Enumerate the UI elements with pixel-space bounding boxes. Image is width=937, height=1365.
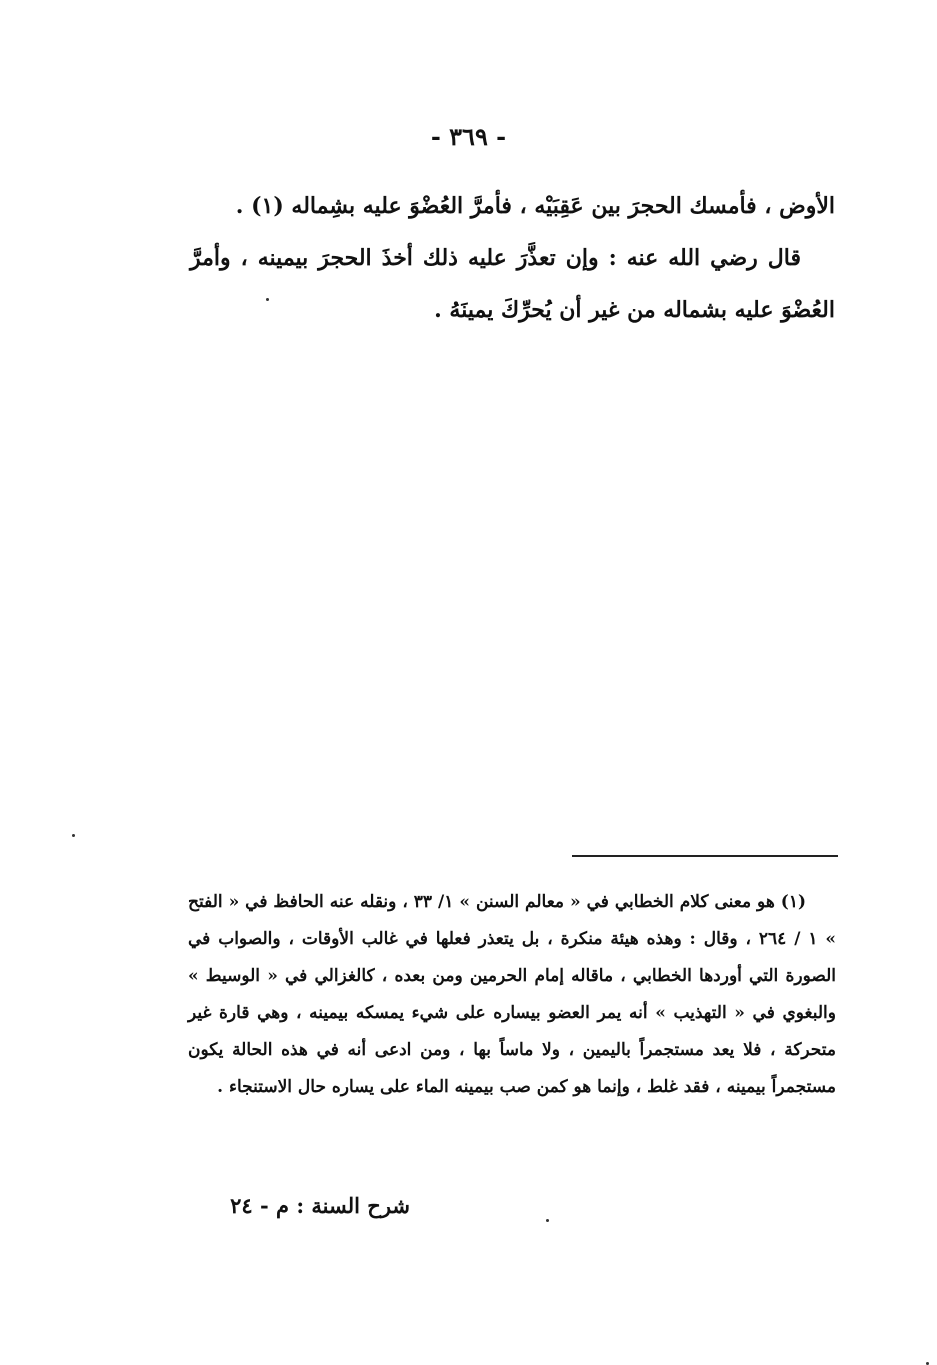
footnote-text: (١) هو معنى كلام الخطابي في « معالم السنن » ١/ ٣٣ ، ونقله عنه الحافظ في « الفتح » ١ / ٢٦٤ ، وقال : وهذه هيئة منكرة ، بل يتعذر فعلها في غالب الأوقات ، والصواب في الصورة التي أوردها الخطابي ، ماقاله إمام الحرمين ومن بعده ، كالغزالي في « الوسيط » والبغوي في « التهذيب » أنه يمر العضو بيساره على شيء يمسكه بيمينه ، وهي قارة غير متحركة ، فلا يعد مستجمراً باليمين ، ولا ماساً بها ، ومن ادعى أنه في هذه الحالة يكون مستجمراً بيمينه ، فقد غلط ، وإنما هو كمن صب بيمينه الماء على يساره حال الاستنجاء .: [188, 892, 836, 1097]
footnote-divider: [572, 855, 838, 857]
footnote: [188, 884, 836, 1106]
scan-speck: [266, 298, 269, 301]
main-paragraph: قال رضي الله عنه : وإن تعذَّرَ عليه ذلك أخذَ الحجرَ بيمينه ، وأمرَّ العُضْوَ عليه بشماله من غير أن يُحرِّكَ يمينَهُ .: [190, 245, 835, 323]
scan-speck: [72, 834, 75, 837]
signature-line: شرح السنة : م - ٢٤: [230, 1193, 410, 1218]
scan-speck: [546, 1219, 549, 1222]
main-paragraph: الأوض ، فأمسك الحجرَ بين عَقِبَيْه ، فأمرَّ العُضْوَ عليه بشِماله (١) .: [235, 193, 835, 219]
page-number: - ٣٦٩ -: [430, 122, 507, 151]
main-text: [190, 180, 835, 336]
